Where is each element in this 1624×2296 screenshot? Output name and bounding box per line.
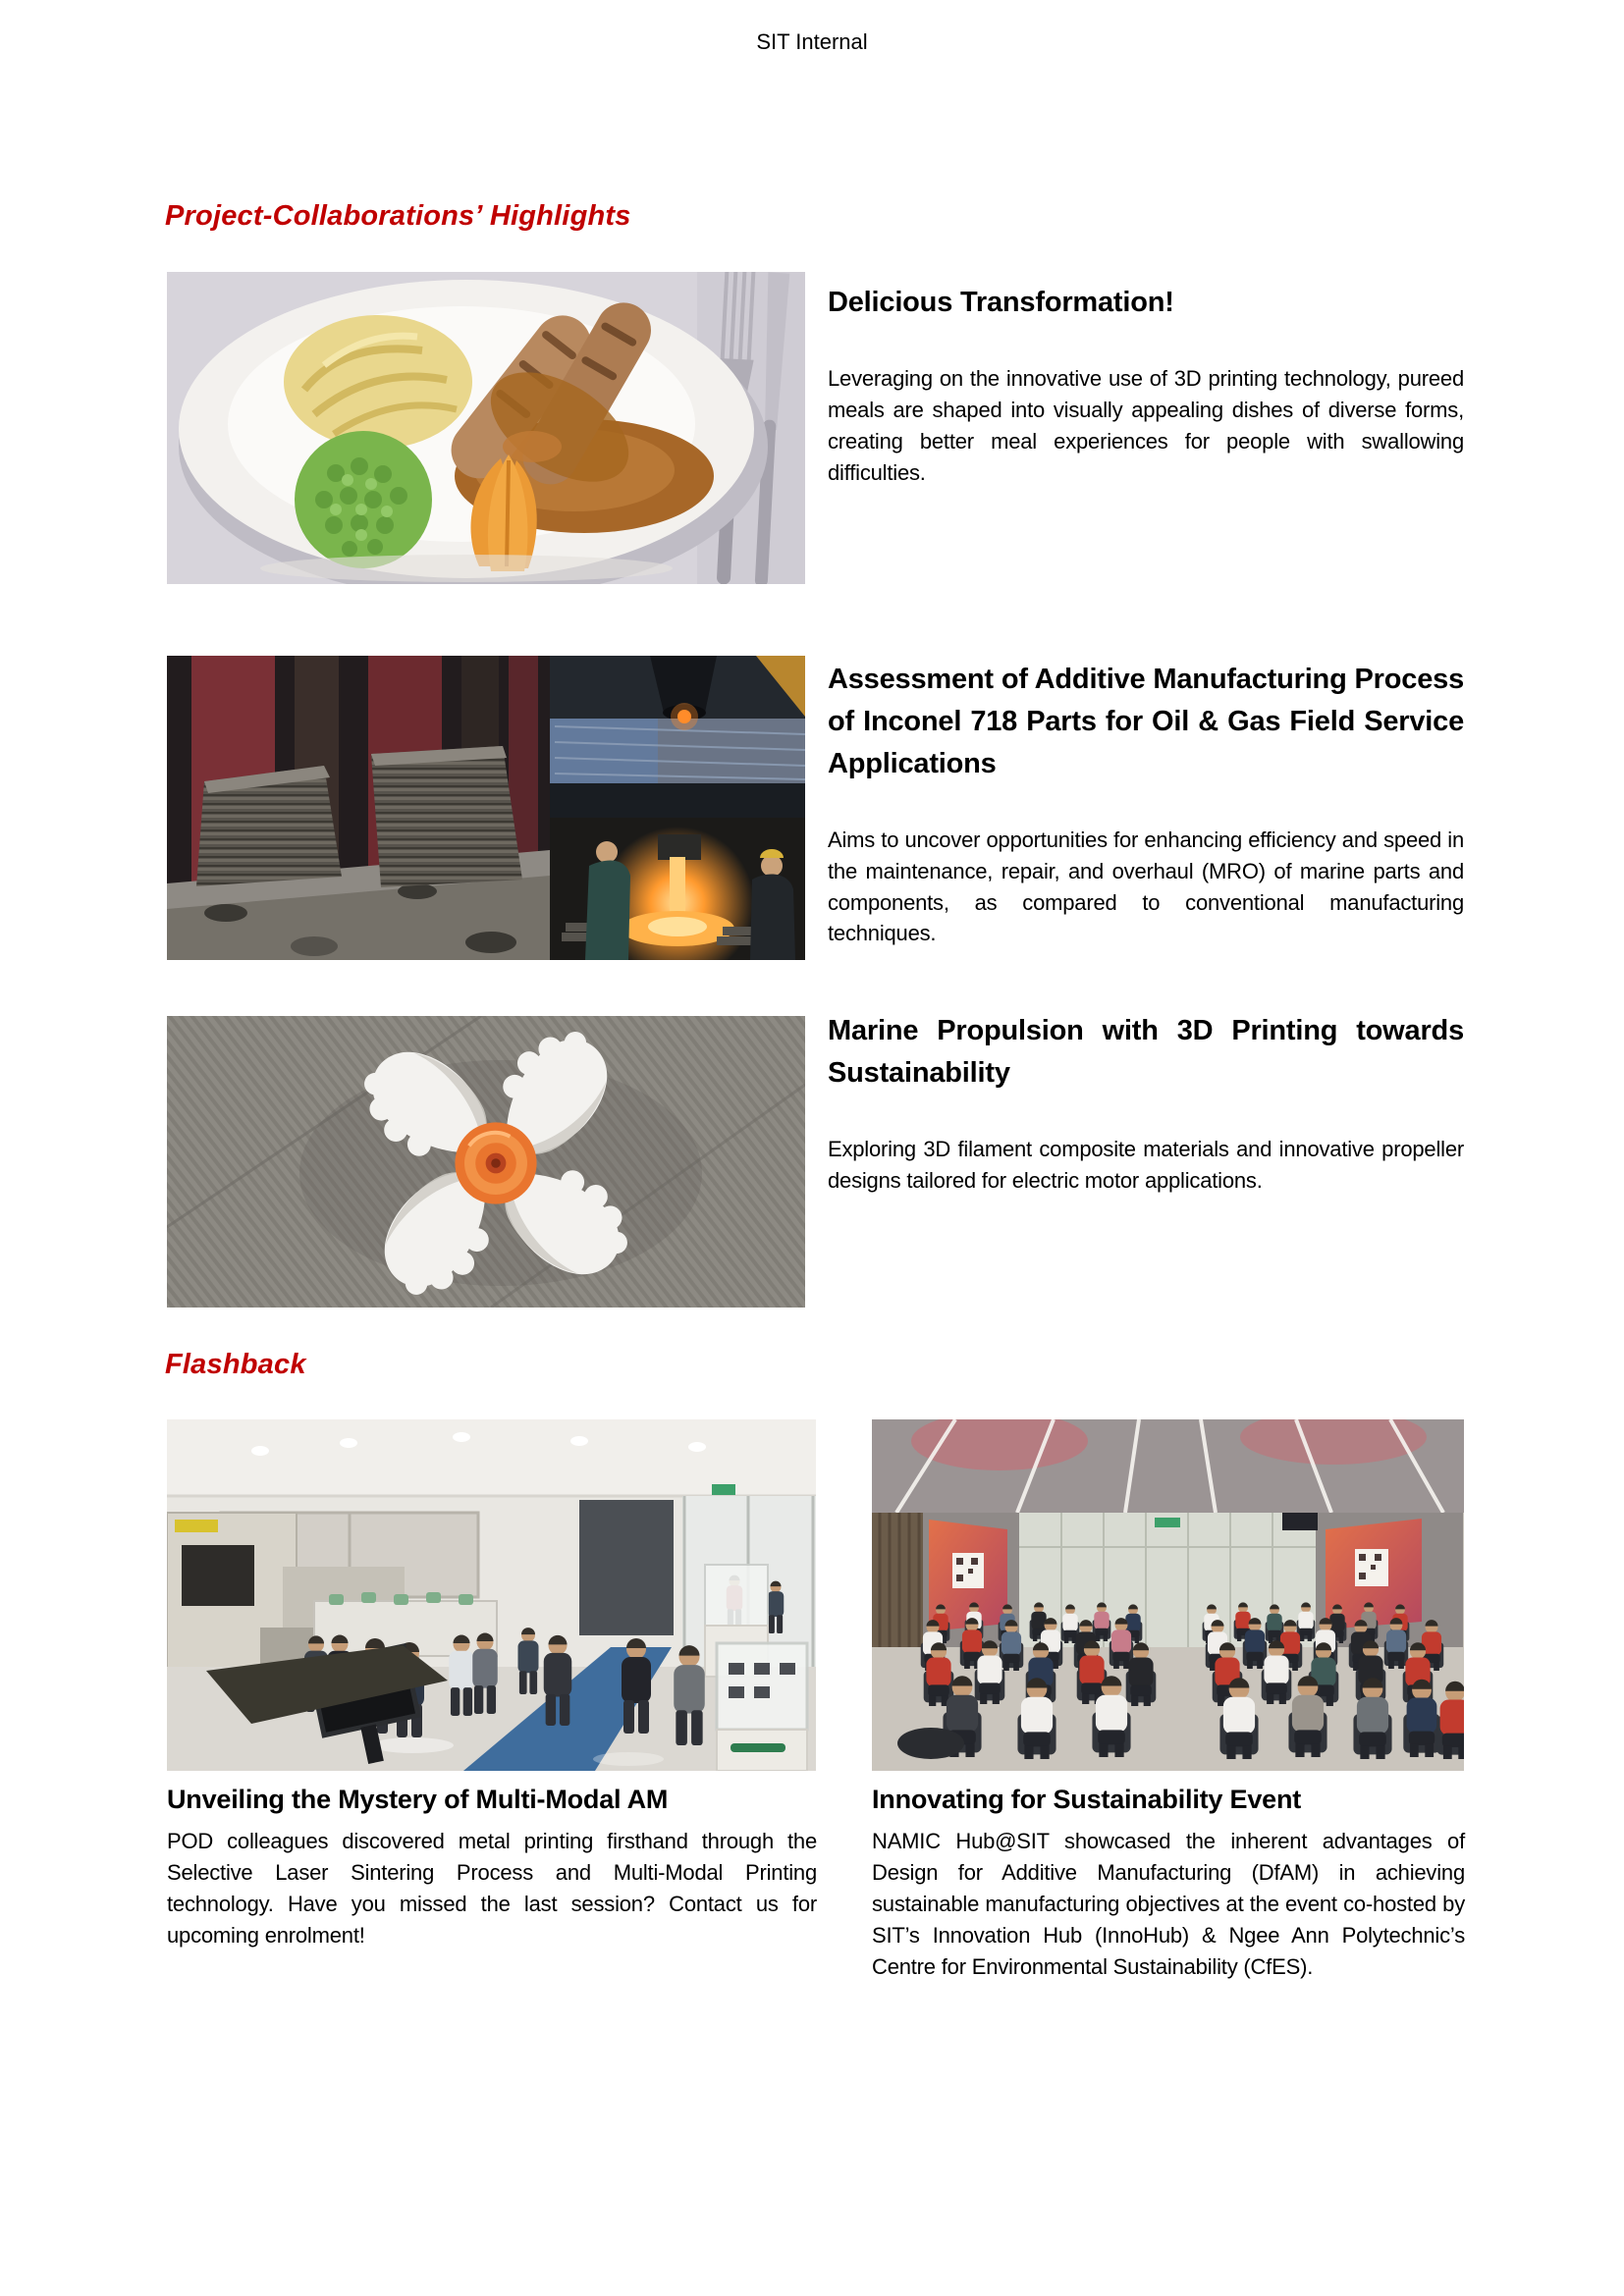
article-heading: Unveiling the Mystery of Multi-Modal AM	[167, 1785, 669, 1814]
article-heading: Marine Propulsion with 3D Printing towards Sustainability	[828, 1015, 1464, 1089]
pureed-food-plate-photo	[167, 272, 805, 584]
printed-block-2	[371, 746, 522, 887]
sustainability-event-audience-photo	[872, 1419, 1464, 1771]
article-body: Aims to uncover opportunities for enhancing efficiency and speed in the maintenance, repair, and overhaul (MRO) of marine parts and components, as compared to conventional manufacturing techniques.	[828, 827, 1464, 946]
flashback-article-sustainability-event	[872, 1782, 1465, 1983]
printed-block-1	[196, 766, 342, 886]
section-title-flashback: Flashback	[165, 1349, 306, 1380]
article-heading: Innovating for Sustainability Event	[872, 1785, 1302, 1814]
section-title-highlights: Project-Collaborations’ Highlights	[165, 200, 631, 232]
flashback-article-multi-modal-am	[167, 1782, 817, 1951]
multi-modal-am-lab-tour-photo	[167, 1419, 816, 1771]
article-heading: Delicious Transformation!	[828, 287, 1174, 318]
article-heading: Assessment of Additive Manufacturing Process of Inconel 718 Parts for Oil & Gas Field Service Applications	[828, 664, 1464, 779]
metal-additive-manufacturing-collage-photo	[167, 656, 805, 960]
article-delicious-transformation	[828, 282, 1464, 488]
article-marine-propulsion	[828, 1010, 1464, 1197]
3d-printed-propeller-photo	[167, 1016, 805, 1308]
article-inconel-assessment	[828, 659, 1464, 949]
pea-dome	[295, 431, 432, 568]
document-classification: SIT Internal	[756, 29, 868, 54]
mashed-potato	[284, 315, 472, 449]
article-body: NAMIC Hub@SIT showcased the inherent advantages of Design for Additive Manufacturing (DfAM) in achieving sustainable manufacturing objectives at the event co-hosted by SIT’s Innovation Hub (InnoHub) & Ngee Ann Polytechnic’s Centre for Environmental Sustainability (CfES).	[872, 1829, 1465, 1979]
article-body: POD colleagues discovered metal printing firsthand through the Selective Laser Sintering Process and Multi-Modal Printing technology. Have you missed the last session? Contact us for upcoming enrolment!	[167, 1829, 817, 1949]
article-body: Leveraging on the innovative use of 3D printing technology, pureed meals are shaped into visually appealing dishes of diverse forms, creating better meal experiences for people with swallowing difficulties.	[828, 365, 1464, 485]
display-case-front	[717, 1643, 807, 1771]
article-body: Exploring 3D filament composite materials and innovative propeller designs tailored for electric motor applications.	[828, 1136, 1464, 1193]
